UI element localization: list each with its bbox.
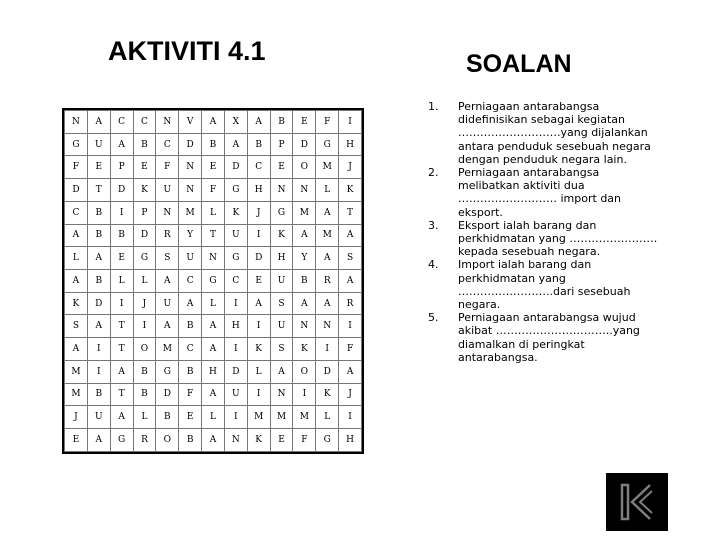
grid-cell: A bbox=[202, 315, 225, 338]
grid-cell: G bbox=[202, 270, 225, 293]
grid-cell: I bbox=[316, 338, 339, 361]
grid-cell: Y bbox=[179, 224, 202, 247]
grid-cell: E bbox=[270, 429, 293, 452]
grid-row bbox=[65, 179, 362, 202]
grid-cell: S bbox=[65, 315, 88, 338]
grid-cell: F bbox=[65, 156, 88, 179]
grid-cell: R bbox=[316, 270, 339, 293]
grid-cell: B bbox=[87, 201, 110, 224]
grid-cell: A bbox=[202, 429, 225, 452]
first-slide-button[interactable] bbox=[606, 473, 668, 531]
question-number: 5. bbox=[428, 311, 439, 325]
grid-cell: B bbox=[179, 360, 202, 383]
grid-cell: N bbox=[65, 111, 88, 134]
question-text: Perniagaan antarabangsa wujud akibat …………………………..yang diamalkan di peringkat antarabangsa. bbox=[458, 311, 640, 364]
grid-cell: A bbox=[87, 247, 110, 270]
grid-cell: N bbox=[202, 247, 225, 270]
grid-cell: K bbox=[247, 338, 270, 361]
grid-cell: A bbox=[156, 270, 179, 293]
question-number: 4. bbox=[428, 258, 439, 272]
grid-cell: U bbox=[87, 133, 110, 156]
grid-cell: Y bbox=[293, 247, 316, 270]
grid-cell: A bbox=[110, 406, 133, 429]
grid-cell: K bbox=[224, 201, 247, 224]
grid-cell: A bbox=[339, 270, 362, 293]
grid-cell: D bbox=[65, 179, 88, 202]
grid-cell: L bbox=[202, 292, 225, 315]
grid-cell: A bbox=[110, 360, 133, 383]
word-search-grid bbox=[62, 108, 364, 454]
question-item bbox=[424, 219, 660, 259]
grid-cell: U bbox=[179, 247, 202, 270]
grid-cell: F bbox=[156, 156, 179, 179]
grid-cell: D bbox=[316, 360, 339, 383]
grid-cell: N bbox=[156, 111, 179, 134]
grid-cell: G bbox=[110, 429, 133, 452]
grid-cell: O bbox=[293, 360, 316, 383]
grid-row bbox=[65, 383, 362, 406]
grid-cell: E bbox=[110, 247, 133, 270]
grid-cell: M bbox=[293, 201, 316, 224]
grid-cell: A bbox=[270, 360, 293, 383]
grid-cell: A bbox=[179, 292, 202, 315]
grid-cell: C bbox=[247, 156, 270, 179]
grid-cell: C bbox=[133, 111, 156, 134]
grid-cell: C bbox=[224, 270, 247, 293]
grid-cell: I bbox=[224, 292, 247, 315]
grid-cell: D bbox=[247, 247, 270, 270]
grid-cell: O bbox=[133, 338, 156, 361]
grid-cell: J bbox=[339, 156, 362, 179]
grid-cell: I bbox=[87, 360, 110, 383]
grid-cell: S bbox=[339, 247, 362, 270]
grid-cell: E bbox=[87, 156, 110, 179]
grid-cell: N bbox=[293, 315, 316, 338]
grid-cell: S bbox=[156, 247, 179, 270]
question-item bbox=[424, 258, 660, 311]
grid-cell: B bbox=[179, 315, 202, 338]
grid-cell: D bbox=[179, 133, 202, 156]
grid-cell: U bbox=[224, 383, 247, 406]
grid-cell: K bbox=[270, 224, 293, 247]
grid-cell: E bbox=[293, 111, 316, 134]
grid-cell: M bbox=[270, 406, 293, 429]
grid-cell: L bbox=[316, 406, 339, 429]
grid-cell: K bbox=[339, 179, 362, 202]
grid-cell: E bbox=[202, 156, 225, 179]
grid-cell: N bbox=[316, 315, 339, 338]
grid-cell: N bbox=[156, 201, 179, 224]
question-text: Perniagaan antarabangsa didefinisikan sebagai kegiatan ……………………….yang dijalankan antara penduduk sesebuah negara dengan penduduk negara lain. bbox=[458, 100, 651, 166]
grid-cell: L bbox=[133, 406, 156, 429]
grid-cell: A bbox=[202, 338, 225, 361]
question-text: Perniagaan antarabangsa melibatkan aktiviti dua ……………………… import dan eksport. bbox=[458, 166, 622, 219]
grid-cell: G bbox=[270, 201, 293, 224]
grid-cell: M bbox=[65, 383, 88, 406]
grid-cell: G bbox=[133, 247, 156, 270]
grid-cell: G bbox=[65, 133, 88, 156]
grid-cell: D bbox=[156, 383, 179, 406]
grid-cell: S bbox=[270, 292, 293, 315]
word-search-table bbox=[64, 110, 362, 452]
grid-cell: G bbox=[316, 429, 339, 452]
grid-cell: U bbox=[87, 406, 110, 429]
grid-cell: M bbox=[316, 224, 339, 247]
grid-cell: I bbox=[224, 406, 247, 429]
grid-cell: U bbox=[270, 270, 293, 293]
grid-cell: B bbox=[87, 270, 110, 293]
grid-cell: A bbox=[202, 111, 225, 134]
grid-cell: M bbox=[65, 360, 88, 383]
grid-cell: D bbox=[133, 224, 156, 247]
grid-cell: A bbox=[316, 292, 339, 315]
grid-cell: B bbox=[247, 133, 270, 156]
grid-cell: A bbox=[202, 383, 225, 406]
grid-cell: U bbox=[224, 224, 247, 247]
grid-cell: B bbox=[179, 429, 202, 452]
grid-cell: L bbox=[316, 179, 339, 202]
grid-cell: D bbox=[87, 292, 110, 315]
grid-cell: I bbox=[133, 315, 156, 338]
grid-cell: B bbox=[110, 224, 133, 247]
grid-cell: I bbox=[247, 224, 270, 247]
grid-cell: J bbox=[65, 406, 88, 429]
grid-cell: N bbox=[293, 179, 316, 202]
grid-row bbox=[65, 224, 362, 247]
grid-cell: A bbox=[339, 360, 362, 383]
grid-cell: I bbox=[339, 315, 362, 338]
grid-row bbox=[65, 133, 362, 156]
grid-cell: H bbox=[202, 360, 225, 383]
grid-cell: K bbox=[133, 179, 156, 202]
grid-cell: D bbox=[110, 179, 133, 202]
grid-cell: M bbox=[316, 156, 339, 179]
grid-row bbox=[65, 292, 362, 315]
grid-cell: H bbox=[339, 429, 362, 452]
grid-cell: G bbox=[224, 247, 247, 270]
question-text: Import ialah barang dan perkhidmatan yang ……………………..dari sesebuah negara. bbox=[458, 258, 631, 312]
grid-cell: C bbox=[179, 270, 202, 293]
grid-cell: B bbox=[202, 133, 225, 156]
grid-cell: C bbox=[179, 338, 202, 361]
grid-cell: N bbox=[270, 179, 293, 202]
grid-cell: M bbox=[293, 406, 316, 429]
question-item bbox=[424, 311, 660, 364]
grid-cell: E bbox=[65, 429, 88, 452]
grid-cell: L bbox=[65, 247, 88, 270]
questions-list bbox=[424, 100, 660, 364]
grid-cell: T bbox=[87, 179, 110, 202]
grid-cell: I bbox=[339, 111, 362, 134]
first-slide-icon bbox=[620, 483, 654, 521]
grid-cell: R bbox=[133, 429, 156, 452]
grid-cell: P bbox=[110, 156, 133, 179]
grid-cell: B bbox=[156, 406, 179, 429]
grid-cell: T bbox=[110, 383, 133, 406]
grid-row bbox=[65, 270, 362, 293]
grid-cell: C bbox=[110, 111, 133, 134]
grid-cell: D bbox=[224, 156, 247, 179]
grid-cell: T bbox=[110, 338, 133, 361]
grid-cell: A bbox=[224, 133, 247, 156]
grid-cell: I bbox=[110, 201, 133, 224]
grid-cell: L bbox=[202, 406, 225, 429]
grid-cell: N bbox=[179, 179, 202, 202]
grid-cell: B bbox=[133, 383, 156, 406]
grid-cell: O bbox=[156, 429, 179, 452]
grid-cell: I bbox=[224, 338, 247, 361]
grid-cell: N bbox=[179, 156, 202, 179]
grid-cell: U bbox=[270, 315, 293, 338]
grid-cell: K bbox=[247, 429, 270, 452]
question-number: 3. bbox=[428, 218, 439, 232]
grid-cell: H bbox=[224, 315, 247, 338]
grid-cell: I bbox=[293, 383, 316, 406]
grid-cell: G bbox=[224, 179, 247, 202]
grid-cell: A bbox=[87, 429, 110, 452]
grid-cell: F bbox=[339, 338, 362, 361]
grid-cell: E bbox=[247, 270, 270, 293]
grid-cell: P bbox=[133, 201, 156, 224]
grid-cell: I bbox=[110, 292, 133, 315]
grid-cell: G bbox=[156, 360, 179, 383]
grid-cell: I bbox=[87, 338, 110, 361]
grid-cell: A bbox=[87, 315, 110, 338]
grid-cell: T bbox=[339, 201, 362, 224]
grid-cell: O bbox=[293, 156, 316, 179]
grid-row bbox=[65, 247, 362, 270]
grid-cell: A bbox=[316, 201, 339, 224]
grid-cell: J bbox=[133, 292, 156, 315]
grid-cell: F bbox=[316, 111, 339, 134]
grid-cell: F bbox=[202, 179, 225, 202]
grid-cell: T bbox=[202, 224, 225, 247]
grid-cell: K bbox=[293, 338, 316, 361]
grid-cell: B bbox=[133, 133, 156, 156]
question-text: Eksport ialah barang dan perkhidmatan yang ……………………kepada sesebuah negara. bbox=[458, 218, 658, 259]
grid-cell: R bbox=[339, 292, 362, 315]
activity-title: AKTIVITI 4.1 bbox=[108, 36, 266, 66]
grid-row bbox=[65, 429, 362, 452]
grid-cell: R bbox=[156, 224, 179, 247]
grid-cell: F bbox=[179, 383, 202, 406]
grid-cell: A bbox=[110, 133, 133, 156]
grid-cell: A bbox=[247, 111, 270, 134]
grid-cell: A bbox=[339, 224, 362, 247]
grid-cell: F bbox=[293, 429, 316, 452]
grid-row bbox=[65, 360, 362, 383]
grid-cell: T bbox=[110, 315, 133, 338]
grid-cell: L bbox=[247, 360, 270, 383]
grid-cell: A bbox=[316, 247, 339, 270]
questions-title: SOALAN bbox=[466, 50, 572, 78]
grid-row bbox=[65, 315, 362, 338]
grid-cell: L bbox=[202, 201, 225, 224]
grid-cell: B bbox=[133, 360, 156, 383]
grid-cell: U bbox=[156, 292, 179, 315]
grid-cell: B bbox=[270, 111, 293, 134]
grid-cell: E bbox=[179, 406, 202, 429]
grid-cell: I bbox=[247, 315, 270, 338]
grid-cell: A bbox=[65, 224, 88, 247]
grid-cell: C bbox=[65, 201, 88, 224]
grid-cell: A bbox=[293, 224, 316, 247]
grid-cell: H bbox=[339, 133, 362, 156]
grid-cell: C bbox=[156, 133, 179, 156]
grid-cell: K bbox=[65, 292, 88, 315]
grid-cell: A bbox=[247, 292, 270, 315]
grid-cell: D bbox=[293, 133, 316, 156]
question-number: 2. bbox=[428, 166, 439, 180]
grid-cell: U bbox=[156, 179, 179, 202]
grid-cell: L bbox=[133, 270, 156, 293]
grid-cell: N bbox=[224, 429, 247, 452]
grid-cell: A bbox=[156, 315, 179, 338]
grid-cell: A bbox=[293, 292, 316, 315]
grid-cell: S bbox=[270, 338, 293, 361]
grid-cell: V bbox=[179, 111, 202, 134]
grid-cell: B bbox=[87, 383, 110, 406]
grid-cell: A bbox=[87, 111, 110, 134]
grid-cell: E bbox=[133, 156, 156, 179]
grid-cell: M bbox=[156, 338, 179, 361]
question-item bbox=[424, 166, 660, 219]
grid-cell: D bbox=[224, 360, 247, 383]
grid-row bbox=[65, 406, 362, 429]
grid-cell: A bbox=[65, 338, 88, 361]
grid-row bbox=[65, 201, 362, 224]
grid-cell: K bbox=[316, 383, 339, 406]
question-number: 1. bbox=[428, 100, 439, 113]
grid-cell: B bbox=[87, 224, 110, 247]
grid-row bbox=[65, 338, 362, 361]
grid-row bbox=[65, 156, 362, 179]
grid-cell: J bbox=[247, 201, 270, 224]
grid-cell: H bbox=[270, 247, 293, 270]
grid-cell: A bbox=[65, 270, 88, 293]
grid-cell: P bbox=[270, 133, 293, 156]
grid-cell: J bbox=[339, 383, 362, 406]
grid-cell: I bbox=[339, 406, 362, 429]
question-item bbox=[424, 100, 660, 166]
grid-cell: G bbox=[316, 133, 339, 156]
grid-cell: I bbox=[247, 383, 270, 406]
grid-cell: M bbox=[247, 406, 270, 429]
grid-cell: X bbox=[224, 111, 247, 134]
grid-row bbox=[65, 111, 362, 134]
grid-cell: M bbox=[179, 201, 202, 224]
grid-cell: B bbox=[293, 270, 316, 293]
grid-cell: E bbox=[270, 156, 293, 179]
grid-cell: L bbox=[110, 270, 133, 293]
grid-cell: H bbox=[247, 179, 270, 202]
grid-cell: N bbox=[270, 383, 293, 406]
